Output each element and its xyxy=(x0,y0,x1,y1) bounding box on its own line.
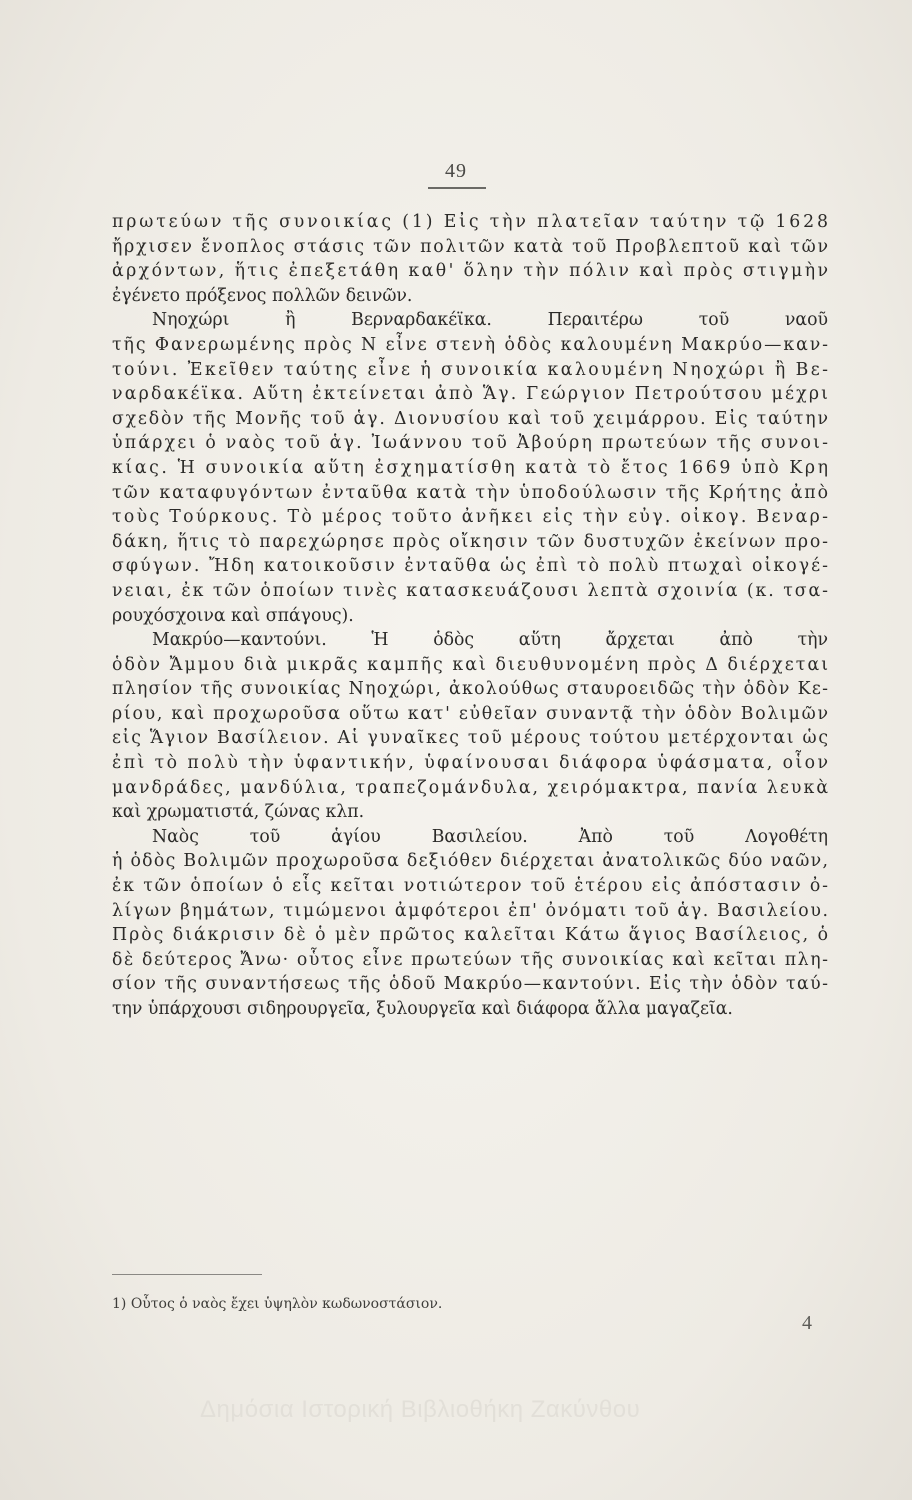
text-line: λίγων βημάτων, τιμώμενοι ἀμφότεροι ἐπ' ὀνόματι τοῦ ἁγ. Βασιλείου. xyxy=(112,900,830,921)
text-line: πρωτεύων τῆς συνοικίας (1) Εἰς τὴν πλατεῖαν ταύτην τῷ 1628 xyxy=(112,212,831,232)
text-line: μανδράδες, μανδύλια, τραπεζομάνδυλα, χειρόμακτρα, πανία λευκὰ xyxy=(112,777,831,798)
text-line: ἐκ τῶν ὁποίων ὁ εἷς κεῖται νοτιώτερον τοῦ ἑτέρου εἰς ἀπόστασιν ὀ- xyxy=(112,876,830,897)
section-heading-line: Νηοχώρι ἢ Βερναρδακέϊκα. Περαιτέρω τοῦ ναοῦ xyxy=(152,310,828,331)
header-rule xyxy=(428,187,486,189)
page-number: 49 xyxy=(445,160,467,182)
text-line: ἤρχισεν ἔνοπλος στάσις τῶν πολιτῶν κατὰ τοῦ Προβλεπτοῦ καὶ τῶν xyxy=(112,236,830,257)
text-line: δὲ δεύτερος Ἄνω· οὗτος εἶνε πρωτεύων τῆς συνοικίας καὶ κεῖται πλη- xyxy=(112,949,830,970)
text-line: τῆς Φανερωμένης πρὸς Ν εἶνε στενὴ ὁδὸς καλουμένη Μακρύο—καν- xyxy=(112,334,830,355)
text-line: Πρὸς διάκρισιν δὲ ὁ μὲν πρῶτος καλεῖται Κάτω ἅγιος Βασίλειος, ὁ xyxy=(112,925,830,946)
footnote: 1) Οὗτος ὁ ναὸς ἔχει ὑψηλὸν κωδωνοστάσιον. xyxy=(112,1296,443,1312)
text-line: ὑπάρχει ὁ ναὸς τοῦ ἁγ. Ἰωάννου τοῦ Ἀβούρη πρωτεύων τῆς συνοι- xyxy=(112,433,831,454)
text-line: κίας. Ἡ συνοικία αὕτη ἐσχηματίσθη κατὰ τὸ ἔτος 1669 ὑπὸ Κρη xyxy=(112,457,831,478)
text-line: τοὺς Τούρκους. Τὸ μέρος τοῦτο ἀνῆκει εἰς τὴν εὐγ. οἰκογ. Βεναρ- xyxy=(112,507,831,528)
text-line: εἰς Ἅγιον Βασίλειον. Αἱ γυναῖκες τοῦ μέρους τούτου μετέρχονται ὡς xyxy=(112,728,830,749)
library-watermark: Δημόσια Ιστορική Βιβλιοθήκη Ζακύνθου xyxy=(200,1396,641,1423)
text-line: σχεδὸν τῆς Μονῆς τοῦ ἁγ. Διονυσίου καὶ τοῦ χειμάρρου. Εἰς ταύτην xyxy=(112,408,830,429)
section-heading-line: Ναὸς τοῦ ἁγίου Βασιλείου. Ἀπὸ τοῦ Λογοθέτη xyxy=(152,826,828,847)
text-line: δάκη, ἥτις τὸ παρεχώρησε πρὸς οἴκησιν τῶν δυστυχῶν ἐκείνων προ- xyxy=(112,531,830,552)
text-line: τούνι. Ἐκεῖθεν ταύτης εἶνε ἡ συνοικία καλουμένη Νηοχώρι ἢ Βε- xyxy=(112,359,831,380)
body-text xyxy=(112,210,831,1022)
text-line: σφύγων. Ἤδη κατοικοῦσιν ἐνταῦθα ὡς ἐπὶ τὸ πολὺ πτωχαὶ οἰκογέ- xyxy=(112,556,831,577)
signature-mark: 4 xyxy=(802,1312,812,1334)
text-line: πλησίον τῆς συνοικίας Νηοχώρι, ἀκολούθως σταυροειδῶς τὴν ὁδὸν Κε- xyxy=(112,679,830,700)
text-line: τῶν καταφυγόντων ἐνταῦθα κατὰ τὴν ὑποδούλωσιν τῆς Κρήτης ἀπὸ xyxy=(112,482,830,503)
section-heading-line: Μακρύο—καντούνι. Ἡ ὁδὸς αὕτη ἄρχεται ἀπὸ τὴν xyxy=(152,630,828,651)
footnote-rule xyxy=(112,1274,262,1275)
text-line: σίον τῆς συναντήσεως τῆς ὁδοῦ Μακρύο—καντούνι. Εἰς τὴν ὁδὸν ταύ- xyxy=(112,974,830,995)
text-line: την ὑπάρχουσι σιδηρουργεῖα, ξυλουργεῖα καὶ διάφορα ἄλλα μαγαζεῖα. xyxy=(112,999,733,1019)
text-line: ναρδακέϊκα. Αὕτη ἐκτείνεται ἀπὸ Ἅγ. Γεώργιον Πετρούτσου μέχρι xyxy=(112,384,831,405)
text-line: νειαι, ἐκ τῶν ὁποίων τινὲς κατασκευάζουσι λεπτὰ σχοινία (κ. τσα- xyxy=(112,580,830,601)
text-line: ἐπὶ τὸ πολὺ τὴν ὑφαντικήν, ὑφαίνουσαι διάφορα ὑφάσματα, οἷον xyxy=(112,753,831,774)
text-line: ρίου, καὶ προχωροῦσα οὕτω κατ' εὐθεῖαν συναντᾷ τὴν ὁδὸν Βολιμῶν xyxy=(112,703,830,724)
text-line: ἀρχόντων, ἥτις ἐπεξετάθη καθ' ὅλην τὴν πόλιν καὶ πρὸς στιγμὴν xyxy=(112,261,831,282)
text-line: καὶ χρωματιστά, ζώνας κλπ. xyxy=(112,802,365,823)
text-line: ἐγένετο πρόξενος πολλῶν δεινῶν. xyxy=(112,285,413,306)
text-line: ὁδὸν Ἄμμου διὰ μικρᾶς καμπῆς καὶ διευθυνομένη πρὸς Δ διέρχεται xyxy=(112,654,831,675)
text-line: ρουχόσχοινα καὶ σπάγους). xyxy=(112,605,354,626)
text-line: ἡ ὁδὸς Βολιμῶν προχωροῦσα δεξιόθεν διέρχεται ἀνατολικῶς δύο ναῶν, xyxy=(112,851,830,872)
